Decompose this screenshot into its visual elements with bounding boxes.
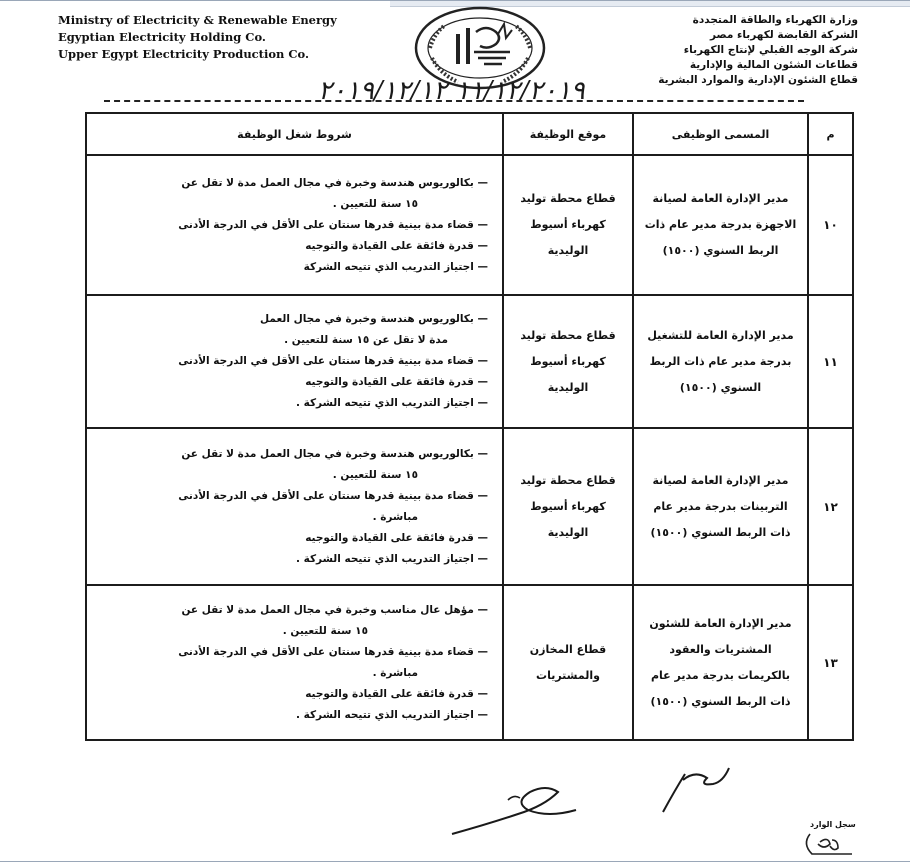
dashed-divider: [104, 100, 804, 102]
row-location: قطاع محطة توليد كهرباء أسيوط الوليدية: [503, 155, 633, 295]
english-line-ministry: Ministry of Electricity & Renewable Energy: [58, 13, 337, 27]
condition-item: — قضاء مدة بينية قدرها سنتان على الأقل في الدرجة الأدنى: [105, 351, 488, 372]
header-location: موقع الوظيفة: [503, 113, 633, 155]
table-header-row: [86, 113, 853, 155]
condition-item: — اجتياز التدريب الذي تتيحه الشركة .: [105, 393, 488, 414]
condition-item: — قدرة فائقة على القيادة والتوجيه: [105, 528, 488, 549]
condition-item: — قضاء مدة بينية قدرها سنتان على الأقل في الدرجة الأدنى: [105, 215, 488, 236]
condition-continuation: ١٥ سنة للتعيين .: [332, 197, 418, 210]
condition-item: — مؤهل عال مناسب وخبرة في مجال العمل مدة لا تقل عن: [105, 600, 488, 621]
condition-continuation: ١٥ سنة للتعيين .: [282, 624, 368, 637]
condition-item: — اجتياز التدريب الذي تتيحه الشركة .: [105, 705, 488, 726]
condition-item: — قضاء مدة بينية قدرها سنتان على الأقل في الدرجة الأدنى: [105, 642, 488, 663]
condition-continuation: ١٥ سنة للتعيين .: [332, 468, 418, 481]
row-num: ١٢: [808, 428, 853, 585]
condition-continuation: مباشرة .: [372, 510, 418, 523]
signature-right: [655, 760, 735, 820]
row-num: ١٣: [808, 585, 853, 740]
incoming-ref-label: سجل الوارد: [810, 820, 856, 829]
row-num: ١١: [808, 295, 853, 428]
arabic-line-ministry: وزارة الكهرباء والطاقة المتجددة: [692, 14, 858, 26]
header-conditions: شروط شغل الوظيفة: [86, 113, 503, 155]
condition-item: — قدرة فائقة على القيادة والتوجيه: [105, 372, 488, 393]
vacancies-table: [85, 112, 854, 741]
row-num: ١٠: [808, 155, 853, 295]
handwritten-date: ١١/١٢/٢٠١٩ ٢٠١٩/١٢/١٢: [318, 76, 585, 106]
row-job-title: مدير الإدارة العامة لصيانة الاجهزة بدرجة مدير عام ذات الربط السنوي (١٥٠٠): [633, 155, 808, 295]
row-job-title: مدير الإدارة العامة للشئون المشتريات والعقود بالكريمات بدرجة مدير عام ذات الربط السنوي (١٥٠٠): [633, 585, 808, 740]
row-conditions: [86, 295, 503, 428]
header-num: م: [808, 113, 853, 155]
condition-item: — قدرة فائقة على القيادة والتوجيه: [105, 684, 488, 705]
condition-item: — اجتياز التدريب الذي تتيحه الشركة: [105, 257, 488, 278]
signature-left: [448, 780, 588, 840]
row-conditions: [86, 155, 503, 295]
row-job-title: مدير الإدارة العامة لصيانة التربينات بدرجة مدير عام ذات الربط السنوي (١٥٠٠): [633, 428, 808, 585]
page-edge-top: [0, 0, 910, 1]
arabic-line-company: شركة الوجه القبلي لإنتاج الكهرباء: [683, 44, 858, 56]
condition-item: — قدرة فائقة على القيادة والتوجيه: [105, 236, 488, 257]
condition-item: — بكالوريوس هندسة وخبرة في مجال العمل مدة لا تقل عن: [105, 173, 488, 194]
arabic-line-hr: قطاع الشئون الإدارية والموارد البشرية: [658, 74, 858, 86]
english-line-company: Upper Egypt Electricity Production Co.: [58, 47, 310, 61]
arabic-line-holding: الشركة القابضة لكهرباء مصر: [709, 29, 858, 41]
table-row: [86, 428, 853, 585]
row-conditions: [86, 428, 503, 585]
header-title: المسمى الوظيفى: [633, 113, 808, 155]
row-conditions: [86, 585, 503, 740]
condition-continuation: مباشرة .: [372, 666, 418, 679]
condition-continuation: مدة لا تقل عن ١٥ سنة للتعيين .: [284, 334, 448, 346]
english-letterhead: [58, 12, 337, 63]
arabic-letterhead: [658, 13, 858, 88]
row-location: قطاع محطة توليد كهرباء أسيوط الوليدية: [503, 295, 633, 428]
condition-item: — بكالوريوس هندسة وخبرة في مجال العمل مدة لا تقل عن: [105, 444, 488, 465]
row-job-title: مدير الإدارة العامة للتشغيل بدرجة مدير عام ذات الربط السنوي (١٥٠٠): [633, 295, 808, 428]
condition-item: — اجتياز التدريب الذي تتيحه الشركة .: [105, 549, 488, 570]
page-edge-bottom: [0, 861, 910, 862]
table-row: [86, 585, 853, 740]
table-row: [86, 295, 853, 428]
table-row: [86, 155, 853, 295]
condition-item: — بكالوريوس هندسة وخبرة في مجال العمل: [105, 309, 488, 330]
condition-item: — قضاء مدة بينية قدرها سنتان على الأقل في الدرجة الأدنى: [105, 486, 488, 507]
english-line-holding: Egyptian Electricity Holding Co.: [58, 30, 266, 44]
incoming-ref-stamp: [796, 820, 860, 860]
arabic-line-sectors: قطاعات الشئون المالية والإدارية: [689, 59, 858, 71]
row-location: قطاع المخازن والمشتريات: [503, 585, 633, 740]
row-location: قطاع محطة توليد كهرباء أسيوط الوليدية: [503, 428, 633, 585]
